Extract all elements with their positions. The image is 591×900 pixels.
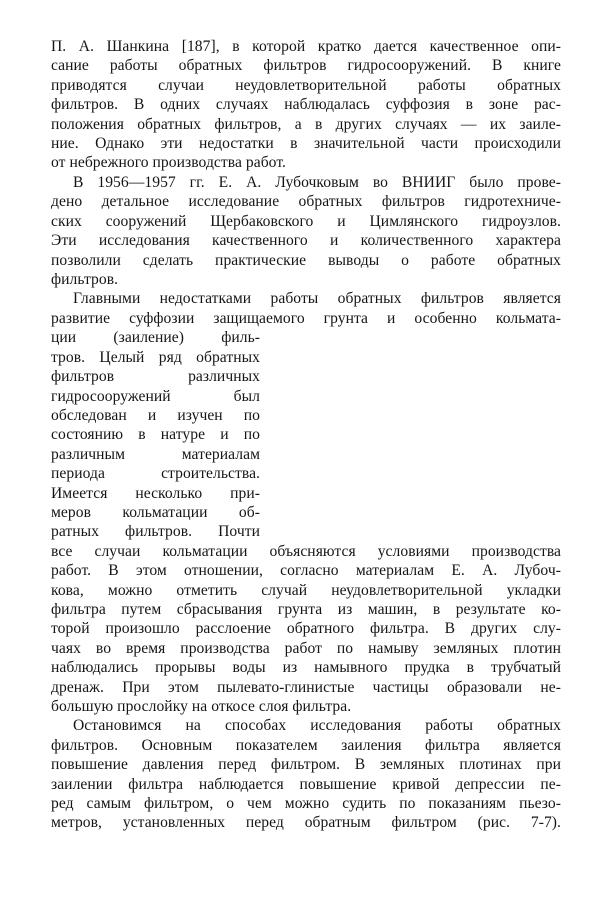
text-line: меров кольматации об- [51, 504, 260, 521]
text-line: В 1956—1957 гг. Е. А. Лубочковым во ВНИИГ было прове- [73, 174, 561, 191]
text-line: различным материалам [51, 446, 260, 463]
text-line: фильтра путем сбрасывания грунта из машин, в результате ко- [51, 601, 561, 618]
text-line: Остановимся на способах исследования работы обратных [73, 717, 561, 734]
text-line: метров, установленных перед обратным фильтром (рис. 7-7). [51, 814, 561, 831]
text-line: Имеется несколько при- [51, 485, 260, 502]
text-line: ред самым фильтром, о чем можно судить по показаниям пьезо- [51, 795, 561, 812]
text-line: ние. Однако эти недостатки в значительной части происходили [51, 135, 561, 152]
text-line: Эти исследования качественного и количественного характера [51, 232, 561, 249]
text-line: приводятся случаи неудовлетворительной работы обратных [51, 77, 561, 94]
text-line: Главными недостатками работы обратных фильтров является [73, 290, 561, 307]
text-line: фильтров. В одних случаях наблюдалась суффозия в зоне рас- [51, 96, 561, 113]
text-line: ратных фильтров. Почти [51, 523, 260, 540]
text-line: дренаж. При этом пылевато-глинистые частицы образовали не- [51, 679, 561, 696]
text-line: торой произошло расслоение обратного фильтра. В других слу- [51, 620, 561, 637]
text-line: повышение давления перед фильтром. В земляных плотинах при [51, 756, 561, 773]
text-line: работ. В этом отношении, согласно материалам Е. А. Лубоч- [51, 562, 561, 579]
text-line: развитие суффозии защищаемого грунта и особенно кольмата- [51, 310, 561, 327]
text-line: позволили сделать практические выводы о работе обратных [51, 252, 561, 269]
text-line: П. А. Шанкина [187], в которой кратко дается качественное опи- [51, 38, 561, 55]
text-line: заилении фильтра наблюдается повышение кривой депрессии пе- [51, 776, 561, 793]
text-line: чаях во время производства работ по намыву земляных плотин [51, 640, 561, 657]
text-line: фильтров. [51, 271, 119, 288]
text-line: гидросооружений был [51, 388, 260, 405]
text-line: состоянию в натуре и по [51, 426, 260, 443]
text-line: ции (заиление) филь- [51, 329, 260, 346]
text-line: фильтров. Основным показателем заиления фильтра является [51, 737, 561, 754]
text-line: ских сооружений Щербаковского и Цимлянского гидроузлов. [51, 213, 561, 230]
text-line: большую прослойку на откосе слоя фильтра. [51, 698, 352, 715]
text-line: кова, можно отметить случай неудовлетворительной укладки [51, 582, 561, 599]
text-line: от небрежного производства работ. [51, 154, 286, 171]
text-line: сание работы обратных фильтров гидросооружений. В книге [51, 57, 561, 74]
text-line: обследован и изучен по [51, 407, 260, 424]
text-line: фильтров различных [51, 368, 260, 385]
text-line: дено детальное исследование обратных фильтров гидротехниче- [51, 193, 561, 210]
text-line: периода строительства. [51, 465, 260, 482]
text-line: положения обратных фильтров, а в других случаях — их заиле- [51, 116, 561, 133]
text-line: тров. Целый ряд обратных [51, 349, 260, 366]
text-line: наблюдались прорывы воды из намывного прудка в трубчатый [51, 659, 561, 676]
text-line: все случаи кольматации объясняются условиями производства [51, 543, 561, 560]
